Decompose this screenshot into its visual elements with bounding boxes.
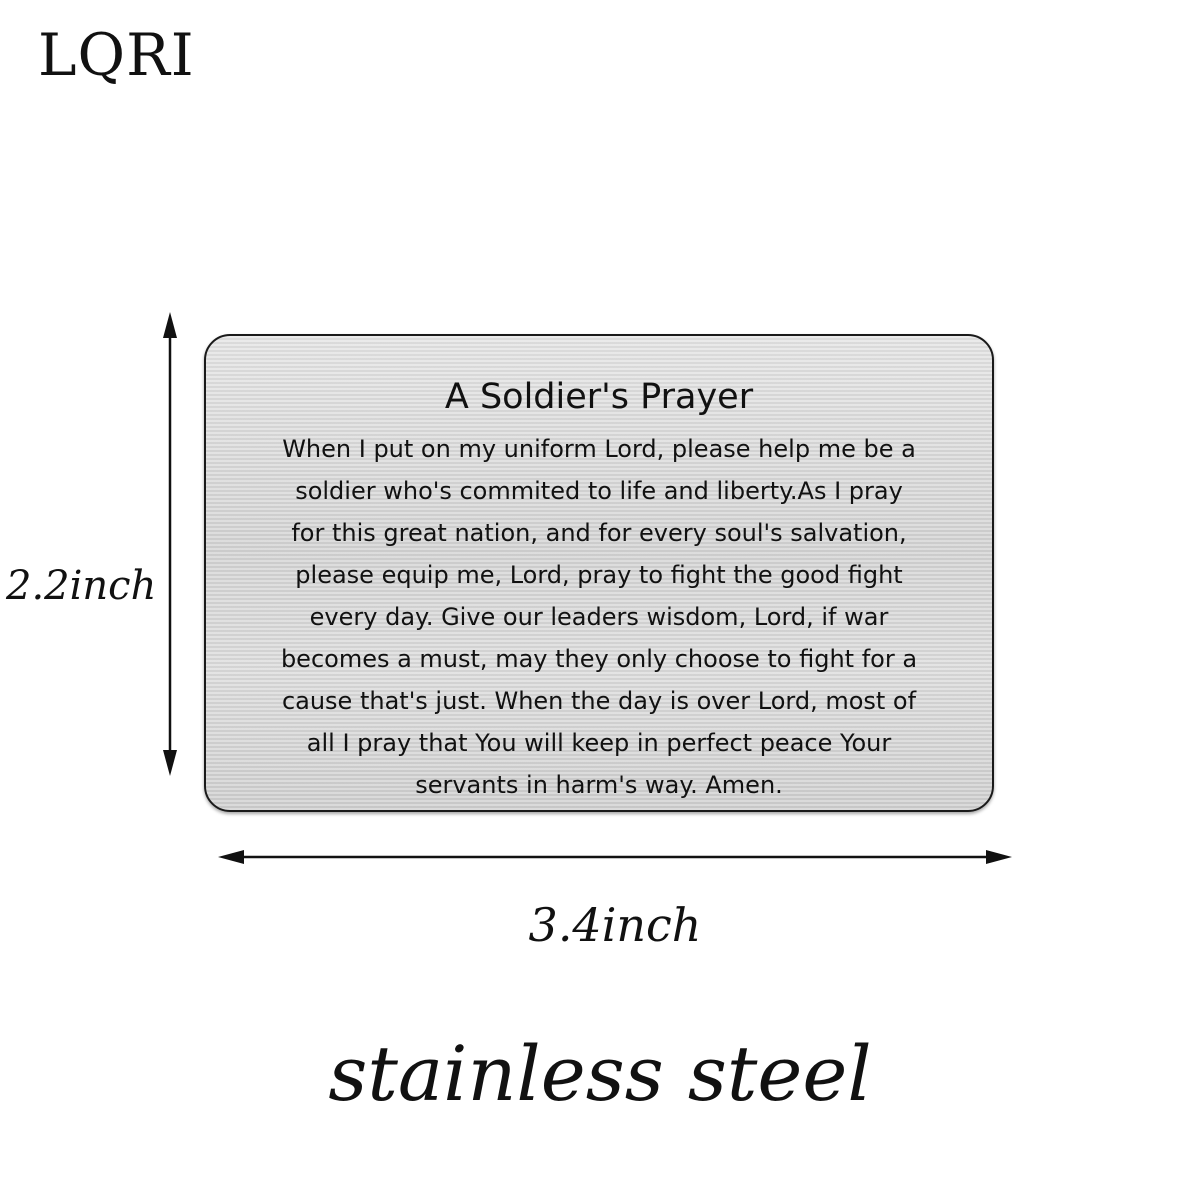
card-text-line: becomes a must, may they only choose to fight for a	[280, 645, 918, 673]
width-arrow	[218, 850, 1012, 864]
brand-logo: LQRI	[38, 21, 195, 89]
card-text-line: please equip me, Lord, pray to fight the good fight	[295, 561, 903, 589]
width-label: 3.4inch	[528, 898, 702, 952]
card-text-line: soldier who's commited to life and liberty.As I pray	[295, 477, 903, 505]
card-title: A Soldier's Prayer	[444, 377, 754, 417]
card-text-line: all I pray that You will keep in perfect peace Your	[306, 729, 892, 757]
material-label: stainless steel	[328, 1029, 872, 1118]
card-text-line: every day. Give our leaders wisdom, Lord, if war	[309, 603, 889, 631]
card-text-line: for this great nation, and for every soul's salvation,	[291, 519, 907, 547]
card-text-line: When I put on my uniform Lord, please help me be a	[282, 435, 916, 463]
card-text-line: cause that's just. When the day is over Lord, most of	[281, 687, 917, 715]
height-label: 2.2inch	[6, 563, 157, 609]
height-arrow	[163, 312, 177, 776]
card-text-line: servants in harm's way. Amen.	[415, 771, 783, 799]
